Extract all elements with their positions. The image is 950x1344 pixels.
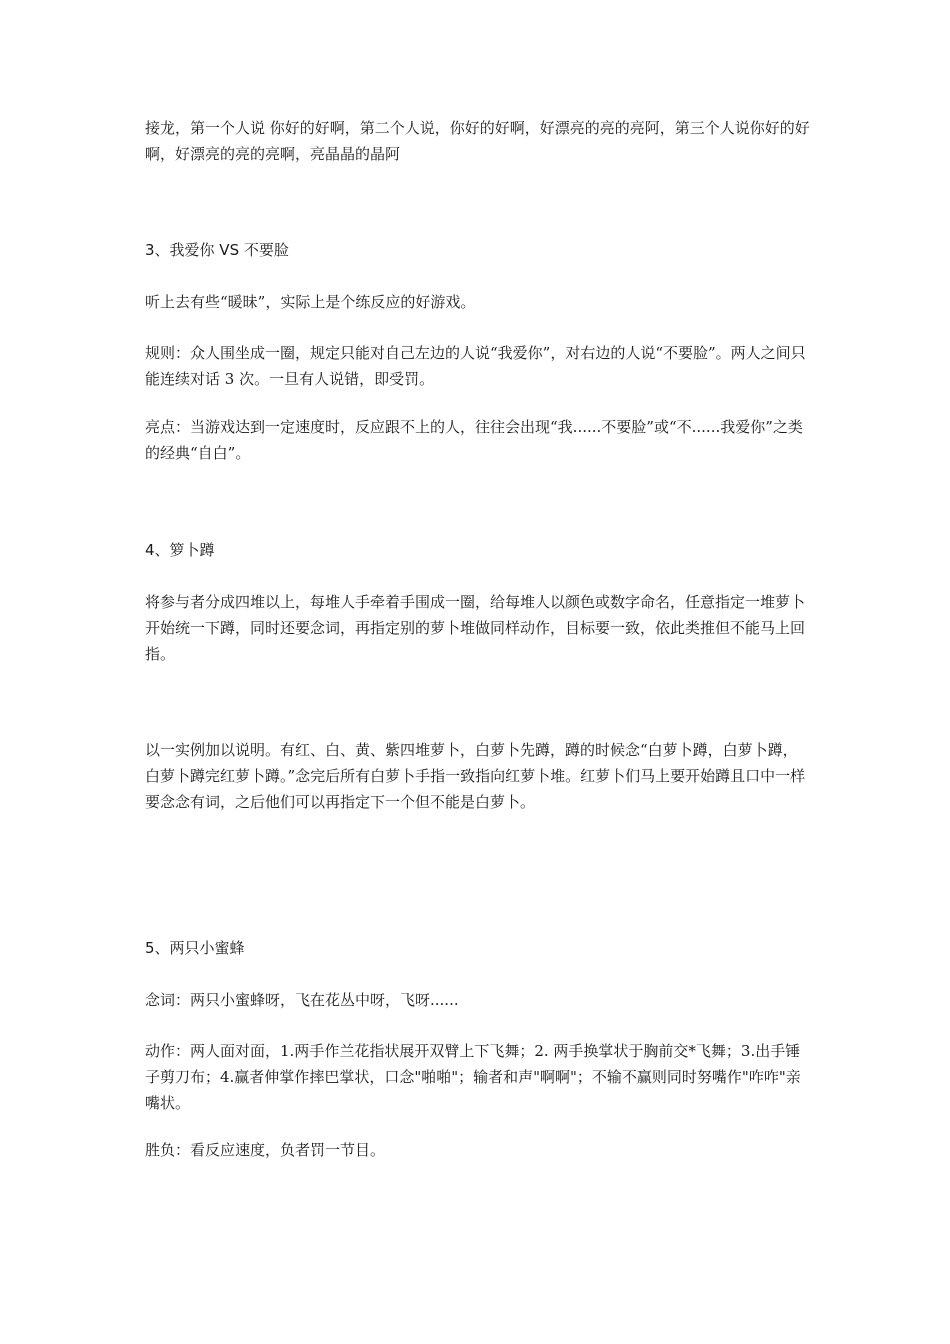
paragraph-3-highlight: 亮点：当游戏达到一定速度时，反应跟不上的人，往往会出现“我......不要脸”或“不......我爱你”之类的经典“自白”。 bbox=[145, 418, 803, 462]
paragraph-5-lyrics: 念词：两只小蜜蜂呀，飞在花丛中呀，飞呀...... bbox=[145, 991, 459, 1009]
paragraph-3-intro: 听上去有些“暖昧”，实际上是个练反应的好游戏。 bbox=[145, 293, 476, 311]
paragraph-3-rules: 规则：众人围坐成一圈，规定只能对自己左边的人说“我爱你”，对右边的人说“不要脸”。两人之间只能连续对话 3 次。一旦有人说错，即受罚。 bbox=[145, 344, 806, 388]
heading-game-5: 5、两只小蜜蜂 bbox=[145, 939, 245, 957]
paragraph-4-example: 以一实例加以说明。有红、白、黄、紫四堆萝卜，白萝卜先蹲，蹲的时候念“白萝卜蹲，白萝卜蹲，白萝卜蹲完红萝卜蹲。”念完后所有白萝卜手指一致指向红萝卜堆。红萝卜们马上要开始蹲且口中一样要念念有词，之后他们可以再指定下一个但不能是白萝卜。 bbox=[145, 741, 806, 811]
paragraph-5-actions: 动作：两人面对面，1.两手作兰花指状展开双臂上下飞舞；2. 两手换掌状于胸前交*飞舞；3.出手锤子剪刀布；4.赢者伸掌作摔巴掌状，口念"啪啪"；输者和声"啊啊"；不输不赢则同时努嘴作"咋咋"亲嘴状。 bbox=[145, 1042, 801, 1112]
paragraph-5-result: 胜负：看反应速度，负者罚一节目。 bbox=[145, 1141, 386, 1159]
paragraph-intro: 接龙，第一个人说 你好的好啊，第二个人说，你好的好啊，好漂亮的亮的亮阿，第三个人说你好的好啊，好漂亮的亮的亮啊，亮晶晶的晶阿 bbox=[145, 119, 810, 163]
heading-game-3: 3、我爱你 VS 不要脸 bbox=[145, 241, 289, 259]
heading-game-4: 4、箩卜蹲 bbox=[145, 541, 215, 559]
paragraph-4-rules: 将参与者分成四堆以上，每堆人手牵着手围成一圈，给每堆人以颜色或数字命名，任意指定一堆萝卜开始统一下蹲，同时还要念词，再指定别的萝卜堆做同样动作，目标要一致，依此类推但不能马上回指。 bbox=[145, 593, 806, 663]
